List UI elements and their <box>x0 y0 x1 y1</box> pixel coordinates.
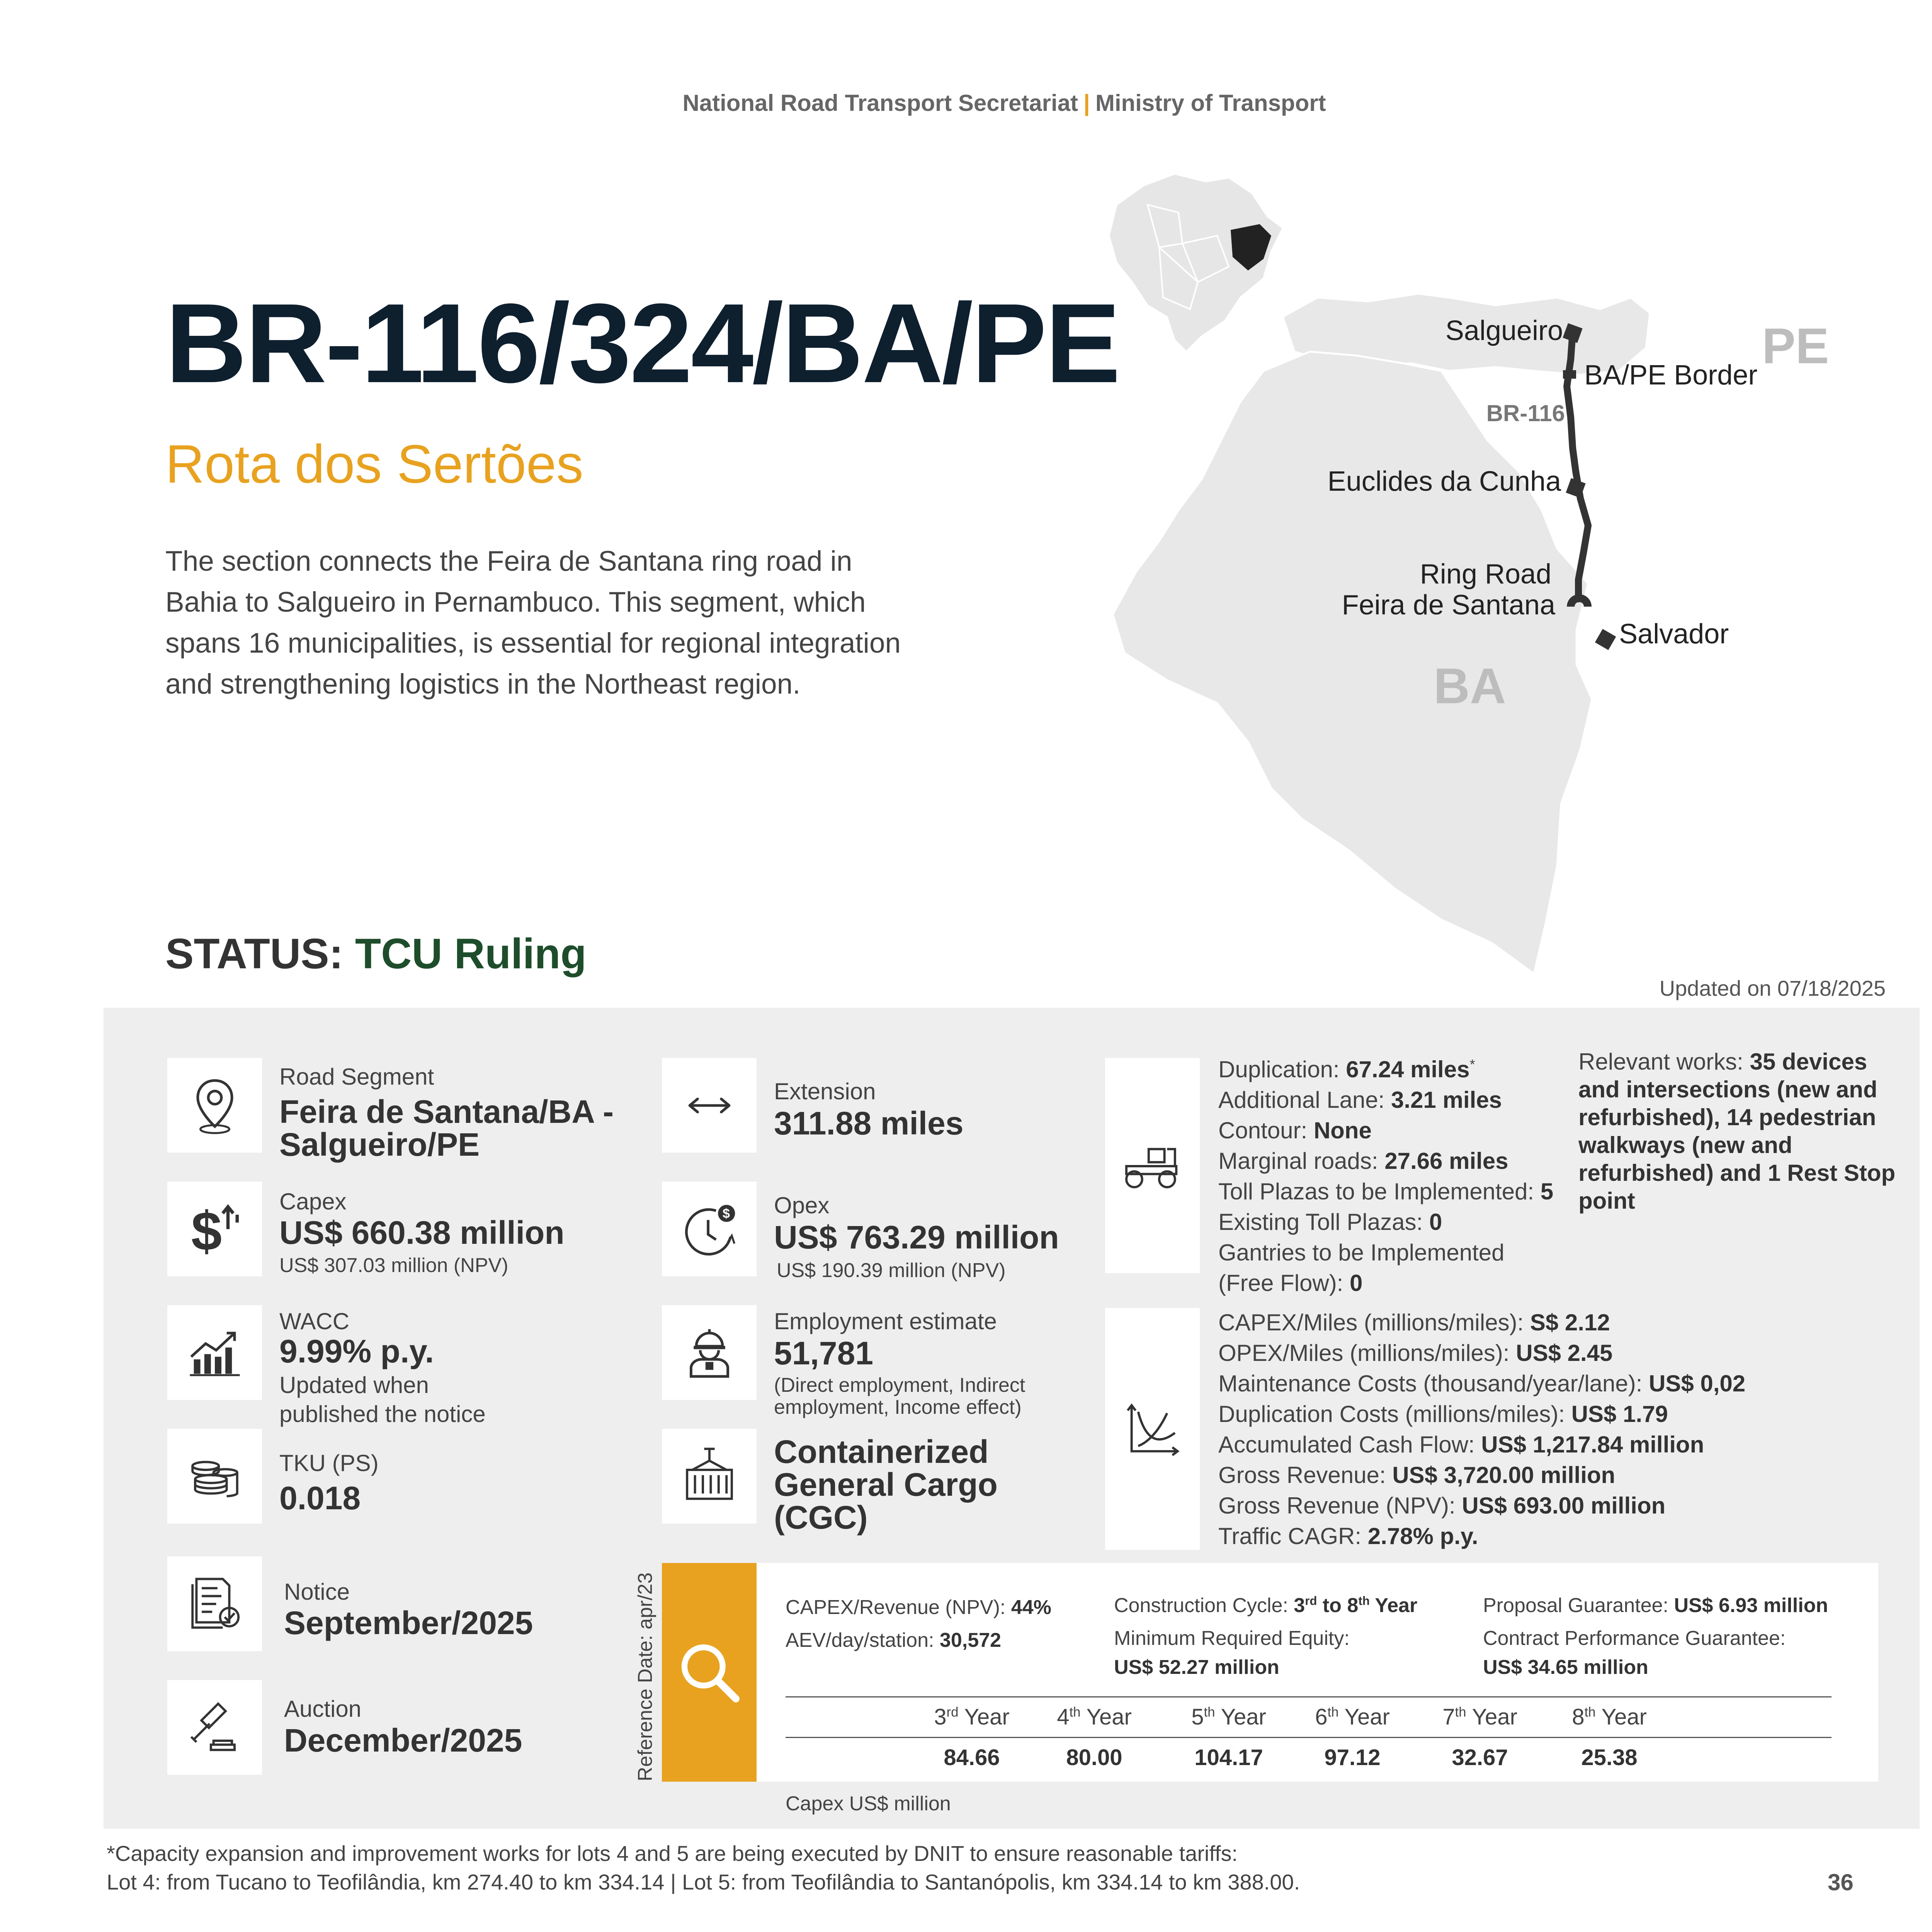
map-label-salgueiro: Salgueiro <box>1445 315 1563 346</box>
route-map <box>1101 170 1874 981</box>
proposal-guarantee-row: Proposal Guarantee: US$ 6.93 million <box>1483 1594 1828 1617</box>
map-label-feira: Feira de Santana <box>1342 590 1555 621</box>
extension-icon-box <box>662 1058 757 1153</box>
salvador-marker <box>1595 629 1616 650</box>
tku-icon-box <box>167 1429 262 1524</box>
opex-npv: US$ 190.39 million (NPV) <box>777 1259 1006 1282</box>
capex-year-value: 25.38 <box>1581 1745 1638 1770</box>
duplication-row: Duplication: 67.24 miles* <box>1218 1056 1475 1082</box>
contract-guarantee-label: Contract Performance Guarantee: <box>1483 1627 1786 1650</box>
ba-state-shape <box>1113 352 1592 974</box>
ministry-name: Ministry of Transport <box>1095 90 1326 116</box>
notice-label: Notice <box>284 1579 350 1605</box>
capex-year-header: 5th Year <box>1191 1704 1266 1730</box>
updated-date: Updated on 07/18/2025 <box>1659 976 1886 1000</box>
capex-year-header: 3rd Year <box>934 1704 1010 1730</box>
cargo-icon-box <box>662 1429 757 1524</box>
opex-mile-row: OPEX/Miles (millions/miles): US$ 2.45 <box>1218 1340 1613 1366</box>
capex-icon-box <box>167 1182 262 1276</box>
employment-label: Employment estimate <box>774 1308 997 1334</box>
map-label-ring-road: Ring Road <box>1420 559 1551 590</box>
road-roller-icon <box>1120 1133 1185 1199</box>
brazil-inset-map <box>1109 174 1283 352</box>
opex-icon-box <box>662 1182 757 1276</box>
works-icon-box <box>1105 1058 1200 1273</box>
document-check-icon <box>182 1571 248 1637</box>
additional-lane-row: Additional Lane: 3.21 miles <box>1218 1087 1502 1113</box>
capex-year-value: 84.66 <box>944 1745 1000 1770</box>
auction-value: December/2025 <box>284 1722 522 1759</box>
road-segment-label: Road Segment <box>279 1064 434 1090</box>
capex-year-value: 104.17 <box>1194 1745 1263 1770</box>
notice-value: September/2025 <box>284 1605 533 1641</box>
employment-icon-box <box>662 1305 757 1400</box>
status-label: STATUS: <box>165 930 344 978</box>
gavel-icon <box>182 1695 248 1760</box>
employment-value: 51,781 <box>774 1335 873 1371</box>
capex-year-value: 80.00 <box>1066 1745 1122 1770</box>
notice-icon-box <box>167 1556 262 1651</box>
financials-icon-box <box>1105 1308 1200 1550</box>
capex-year-header: 7th Year <box>1442 1704 1517 1730</box>
wacc-icon-box <box>167 1305 262 1400</box>
capex-year-value: 97.12 <box>1324 1745 1381 1770</box>
road-segment-value-1: Feira de Santana/BA - <box>279 1094 614 1130</box>
works-list <box>1218 1049 1553 1298</box>
footnote-line-2: Lot 4: from Tucano to Teofilândia, km 274.40 to km 334.14 | Lot 5: from Teofilândia to Santanópolis, km 334.14 to km 388.00. <box>107 1870 1300 1894</box>
project-description: The section connects the Feira de Santana ring road in Bahia to Salgueiro in Pernambuco. This segment, which spans 16 municipalities, is essential for regional integration and strengthening logistics in the Northeast region. <box>165 546 901 700</box>
wacc-value: 9.99% p.y. <box>279 1333 434 1369</box>
relevant-works: Relevant works: 35 devices and intersections (new and refurbished), 14 pedestrian walkways (new and refurbished) and 1 Rest Stop point <box>1578 1049 1896 1214</box>
capex-year-header: 6th Year <box>1315 1704 1390 1730</box>
container-crane-icon <box>677 1444 742 1509</box>
table-mid-rule <box>786 1737 1832 1738</box>
maintenance-row: Maintenance Costs (thousand/year/lane): US$ 0,02 <box>1218 1371 1746 1396</box>
auction-label: Auction <box>284 1696 362 1722</box>
contract-guarantee-value: US$ 34.65 million <box>1483 1656 1648 1679</box>
cargo-line-2: General Cargo <box>774 1466 998 1503</box>
status-value: TCU Ruling <box>355 930 587 978</box>
coin-stack-icon <box>182 1444 248 1509</box>
capex-year-header: 4th Year <box>1057 1704 1132 1730</box>
wacc-label: WACC <box>279 1308 350 1334</box>
marginal-roads-row: Marginal roads: 27.66 miles <box>1218 1148 1509 1174</box>
map-label-br116: BR-116 <box>1486 400 1565 426</box>
capex-label: Capex <box>279 1189 347 1214</box>
status-line <box>165 929 587 978</box>
road-segment-icon-box <box>167 1058 262 1153</box>
opex-value: US$ 763.29 million <box>774 1219 1059 1255</box>
toll-implemented-row: Toll Plazas to be Implemented: 5 <box>1218 1179 1554 1204</box>
capex-npv: US$ 307.03 million (NPV) <box>279 1254 509 1277</box>
dollar-up-icon <box>182 1196 248 1262</box>
page-number: 36 <box>1828 1869 1854 1895</box>
capex-year-value: 32.67 <box>1452 1745 1508 1770</box>
map-label-pe: PE <box>1762 318 1829 374</box>
employment-note-1: (Direct employment, Indirect <box>774 1374 1026 1396</box>
opex-label: Opex <box>774 1192 830 1218</box>
gross-revenue-npv-row: Gross Revenue (NPV): US$ 693.00 million <box>1218 1493 1666 1519</box>
table-top-rule <box>786 1696 1832 1697</box>
wacc-note-1: Updated when <box>279 1372 429 1398</box>
map-label-euclides: Euclides da Cunha <box>1327 466 1561 497</box>
gross-revenue-row: Gross Revenue: US$ 3,720.00 million <box>1218 1462 1616 1488</box>
reference-date: Reference Date: apr/23 <box>634 1572 656 1781</box>
extension-label: Extension <box>774 1078 876 1104</box>
worker-helmet-icon <box>677 1320 742 1386</box>
equity-label: Minimum Required Equity: <box>1114 1627 1350 1650</box>
map-label-ba: BA <box>1434 658 1506 714</box>
page-title: BR-116/324/BA/PE <box>165 280 1119 406</box>
duplication-cost-row: Duplication Costs (millions/miles): US$ 1.79 <box>1218 1401 1668 1427</box>
analysis-icon-box <box>662 1563 757 1782</box>
gantries-row-2: (Free Flow): 0 <box>1218 1270 1363 1296</box>
wacc-note-2: published the notice <box>279 1401 486 1427</box>
contour-row: Contour: None <box>1218 1117 1372 1143</box>
graph-curves-icon <box>1120 1396 1185 1462</box>
page-subtitle: Rota dos Sertões <box>165 434 583 494</box>
auction-icon-box <box>167 1680 262 1775</box>
secretariat-name: National Road Transport Secretariat <box>682 90 1078 116</box>
tku-value: 0.018 <box>279 1480 361 1516</box>
construction-cycle-row: Construction Cycle: 3rd to 8th Year <box>1114 1594 1418 1617</box>
capex-year-header: 8th Year <box>1572 1704 1647 1730</box>
clock-dollar-icon <box>677 1196 742 1262</box>
financials-list <box>1218 1307 1745 1551</box>
bar-chart-growth-icon <box>182 1320 248 1386</box>
cashflow-row: Accumulated Cash Flow: US$ 1,217.84 million <box>1218 1432 1704 1458</box>
employment-note-2: employment, Income effect) <box>774 1396 1022 1418</box>
ministry-header <box>0 90 1932 116</box>
capex-mile-row: CAPEX/Miles (millions/miles): S$ 2.12 <box>1218 1310 1610 1335</box>
header-separator: | <box>1083 90 1090 116</box>
double-arrow-icon <box>677 1073 742 1138</box>
capex-value: US$ 660.38 million <box>279 1214 565 1251</box>
map-label-border: BA/PE Border <box>1584 360 1758 391</box>
traffic-cagr-row: Traffic CAGR: 2.78% p.y. <box>1218 1523 1478 1549</box>
svg-text:$: $ <box>722 1206 730 1221</box>
footnote <box>107 1839 1300 1896</box>
svg-text:$: $ <box>191 1200 222 1262</box>
map-label-salvador: Salvador <box>1619 619 1729 650</box>
equity-value: US$ 52.27 million <box>1114 1656 1279 1679</box>
toll-existing-row: Existing Toll Plazas: 0 <box>1218 1209 1442 1235</box>
location-pin-icon <box>182 1073 248 1138</box>
aev-row: AEV/day/station: 30,572 <box>786 1629 1001 1651</box>
cargo-line-1: Containerized <box>774 1434 989 1470</box>
gantries-row-1: Gantries to be Implemented <box>1218 1240 1505 1265</box>
road-segment-value-2: Salgueiro/PE <box>279 1126 480 1163</box>
tku-label: TKU (PS) <box>279 1450 379 1476</box>
capex-revenue-row: CAPEX/Revenue (NPV): 44% <box>786 1596 1051 1619</box>
magnifier-icon <box>673 1636 746 1709</box>
capex-caption: Capex US$ million <box>786 1793 951 1815</box>
border-marker <box>1563 370 1576 379</box>
cargo-line-3: (CGC) <box>774 1499 868 1536</box>
footnote-line-1: *Capacity expansion and improvement works for lots 4 and 5 are being executed by DNIT to ensure reasonable tariffs: <box>107 1841 1238 1866</box>
extension-value: 311.88 miles <box>774 1105 964 1141</box>
